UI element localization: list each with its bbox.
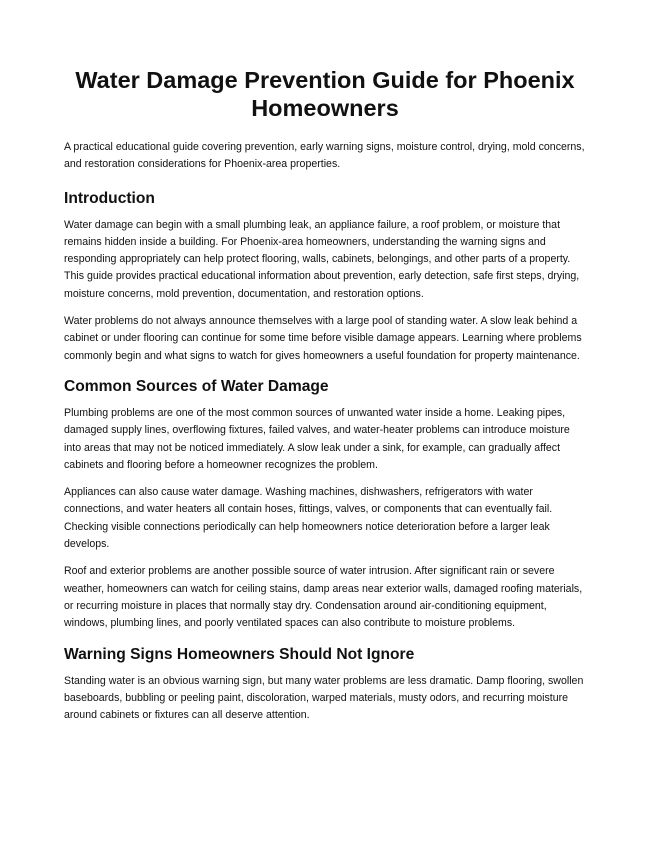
section-warning-signs	[64, 645, 586, 725]
section-introduction	[64, 189, 586, 365]
paragraph: Standing water is an obvious warning sign, but many water problems are less dramatic. Damp flooring, swollen baseboards, bubbling or peeling paint, discoloration, warped materials, musty odors, and recurring moisture around cabinets or fixtures can all deserve attention.	[64, 674, 584, 722]
section-heading: Common Sources of Water Damage	[64, 377, 329, 395]
section-common-sources	[64, 377, 586, 633]
document-title: Water Damage Prevention Guide for Phoenix Homeowners	[75, 67, 575, 121]
paragraph: Roof and exterior problems are another possible source of water intrusion. After significant rain or severe weather, homeowners can watch for ceiling stains, damp areas near exterior walls, damaged roofing materials, or recurring moisture in places that normally stay dry. Condensation around air-conditioning equipment, windows, plumbing lines, and poorly ventilated spaces can also contribute to moisture problems.	[64, 565, 583, 630]
document-subtitle: A practical educational guide covering prevention, early warning signs, moisture control, drying, mold concerns, and restoration considerations for Phoenix-area properties.	[64, 141, 585, 171]
section-heading: Introduction	[64, 189, 155, 207]
paragraph: Plumbing problems are one of the most common sources of unwanted water inside a home. Leaking pipes, damaged supply lines, overflowing fixtures, failed valves, and water-heater problems can introduce moisture into areas that may not be noticed immediately. A slow leak under a sink, for example, can gradually affect cabinets and flooring before a homeowner recognizes the problem.	[64, 406, 570, 471]
paragraph: Water damage can begin with a small plumbing leak, an appliance failure, a roof problem, or moisture that remains hidden inside a building. For Phoenix-area homeowners, understanding the warning signs and responding appropriately can help protect flooring, walls, cabinets, belongings, and other parts of a property. This guide provides practical educational information about prevention, early detection, safe first steps, drying, moisture concerns, mold prevention, documentation, and restoration options.	[64, 218, 580, 300]
section-heading: Warning Signs Homeowners Should Not Ignore	[64, 645, 415, 663]
paragraph: Appliances can also cause water damage. Washing machines, dishwashers, refrigerators with water connections, and water heaters all contain hoses, fittings, valves, or components that can eventually fail. Checking visible connections periodically can help homeowners notice deterioration before a larger leak develops.	[64, 486, 553, 551]
paragraph: Water problems do not always announce themselves with a large pool of standing water. A slow leak behind a cabinet or under flooring can continue for some time before visible damage appears. Learning where problems commonly begin and what signs to watch for gives homeowners a useful foundation for property maintenance.	[64, 315, 582, 362]
